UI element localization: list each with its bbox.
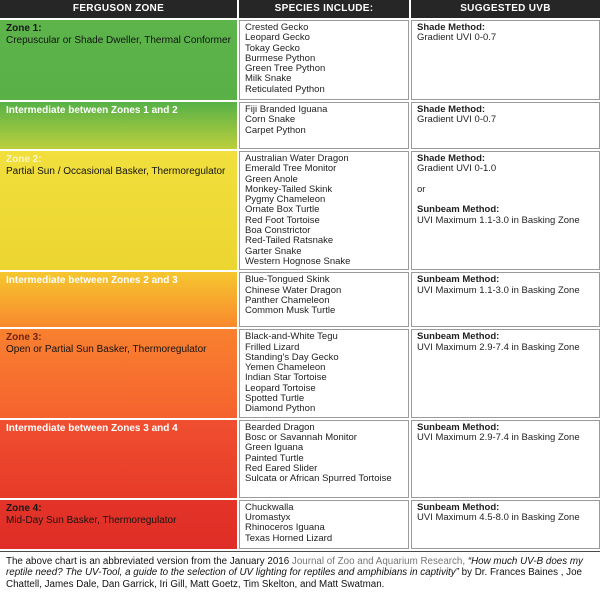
uvb-line: UVI Maximum 2.9-7.4 in Basking Zone — [417, 431, 580, 443]
species-item: Frilled Lizard — [245, 341, 300, 353]
zone-cell — [0, 102, 237, 149]
species-item: Corn Snake — [245, 114, 296, 126]
uvb-cell — [411, 151, 600, 270]
table-row — [0, 420, 600, 498]
zone-cell — [0, 151, 237, 270]
species-item: Chinese Water Dragon — [245, 284, 342, 296]
uvb-cell — [411, 329, 600, 417]
species-list — [239, 329, 409, 417]
species-item: Emerald Tree Monitor — [245, 163, 337, 175]
zone-title: Zone 4: — [6, 502, 42, 514]
species-item: Western Hognose Snake — [245, 255, 351, 267]
species-item: Common Musk Turtle — [245, 305, 336, 317]
species-item: Milk Snake — [245, 73, 292, 85]
species-list — [239, 151, 409, 270]
uvb-cell — [411, 102, 600, 149]
table-row — [0, 272, 600, 327]
species-item: Panther Chameleon — [245, 294, 330, 306]
zone-title: Zone 3: — [6, 332, 42, 344]
species-item: Reticulated Python — [245, 83, 325, 95]
uvb-line: UVI Maximum 2.9-7.4 in Basking Zone — [417, 341, 580, 353]
zone-subtitle: Partial Sun / Occasional Basker, Thermoregulator — [6, 166, 226, 177]
zone-cell — [0, 420, 237, 498]
footer-text-segment: Journal of Zoo and Aquarium Research, — [291, 555, 466, 567]
species-item: Tokay Gecko — [245, 42, 300, 54]
species-item: Crested Gecko — [245, 22, 309, 33]
table-row — [0, 500, 600, 549]
species-item: Chuckwalla — [245, 501, 294, 513]
uvb-line: or — [417, 183, 426, 195]
species-item: Ornate Box Turtle — [245, 204, 320, 216]
table-row — [0, 151, 600, 270]
species-item: Sulcata or African Spurred Tortoise — [245, 473, 392, 485]
uvb-line: Shade Method: — [417, 153, 486, 164]
species-list — [239, 420, 409, 498]
uvb-line: Shade Method: — [417, 22, 486, 33]
zone-title: Intermediate between Zones 1 and 2 — [6, 105, 178, 116]
uvb-line: Gradient UVI 0-0.7 — [417, 32, 497, 44]
species-item: Red-Tailed Ratsnake — [245, 235, 334, 247]
species-item: Leopard Gecko — [245, 32, 310, 44]
uvb-line: UVI Maximum 1.1-3.0 in Basking Zone — [417, 284, 580, 296]
species-item: Uromastyx — [245, 511, 291, 523]
species-item: Bosc or Savannah Monitor — [245, 431, 357, 443]
species-item: Leopard Tortoise — [245, 382, 316, 394]
uvb-line: Gradient UVI 0-1.0 — [417, 163, 497, 175]
uvb-cell — [411, 500, 600, 549]
uvb-line: UVI Maximum 1.1-3.0 in Basking Zone — [417, 214, 580, 226]
species-item: Boa Constrictor — [245, 225, 311, 237]
species-item: Green Anole — [245, 173, 298, 185]
footer-text-segment: by Dr. Frances Baines , Joe Chattell, James Dale, Dan Garrick, Iri Gill, Matt Goetz, Tim Skelton, and Matt Swatman. — [6, 567, 582, 590]
species-item: Pygmy Chameleon — [245, 194, 326, 206]
footer-citation — [0, 551, 600, 596]
species-list — [239, 20, 409, 100]
column-header-ferguson-zone: FERGUSON ZONE — [0, 0, 237, 18]
uvb-line: Shade Method: — [417, 104, 486, 115]
species-item: Diamond Python — [245, 403, 316, 415]
species-item: Spotted Turtle — [245, 393, 305, 405]
table-body — [0, 18, 600, 549]
species-item: Blue-Tongued Skink — [245, 274, 330, 286]
uvb-line: UVI Maximum 4.5-8.0 in Basking Zone — [417, 511, 580, 523]
species-item: Bearded Dragon — [245, 421, 315, 433]
uvb-line: Sunbeam Method: — [417, 501, 500, 513]
species-item: Carpet Python — [245, 124, 306, 136]
uvb-line: Sunbeam Method: — [417, 331, 500, 343]
species-item: Black-and-White Tegu — [245, 331, 338, 343]
zone-title: Intermediate between Zones 2 and 3 — [6, 275, 178, 287]
species-item: Indian Star Tortoise — [245, 372, 327, 384]
uvb-cell — [411, 272, 600, 327]
zone-subtitle: Mid-Day Sun Basker, Thermoregulator — [6, 514, 177, 526]
uvb-cell — [411, 20, 600, 100]
uvb-cell — [411, 420, 600, 498]
species-list — [239, 272, 409, 327]
species-item: Yemen Chameleon — [245, 362, 326, 374]
zone-title: Zone 2: — [6, 154, 42, 165]
uvb-line: Sunbeam Method: — [417, 421, 500, 433]
species-list — [239, 500, 409, 549]
footer-text-segment: The above chart is an abbreviated version from the January 2016 — [6, 555, 292, 567]
species-item: Australian Water Dragon — [245, 153, 349, 164]
species-item: Green Iguana — [245, 442, 304, 454]
species-item: Texas Horned Lizard — [245, 532, 333, 544]
zone-cell — [0, 272, 237, 327]
species-item: Rhinoceros Iguana — [245, 522, 325, 534]
zone-cell — [0, 329, 237, 417]
zone-cell — [0, 20, 237, 100]
species-item: Burmese Python — [245, 52, 316, 64]
zone-title: Intermediate between Zones 3 and 4 — [6, 422, 178, 434]
column-header-suggested-uvb: SUGGESTED UVB — [411, 0, 600, 18]
table-row — [0, 102, 600, 149]
species-item: Standing's Day Gecko — [245, 351, 339, 363]
column-header-species-include: SPECIES INCLUDE: — [239, 0, 409, 18]
table-row — [0, 329, 600, 417]
zone-cell — [0, 500, 237, 549]
uvb-line: Gradient UVI 0-0.7 — [417, 114, 497, 126]
table-row — [0, 20, 600, 100]
zone-title: Zone 1: — [6, 23, 42, 34]
species-item: Painted Turtle — [245, 452, 304, 464]
uvb-line — [417, 175, 594, 185]
table-header — [0, 0, 600, 18]
species-item: Fiji Branded Iguana — [245, 104, 328, 115]
species-list — [239, 102, 409, 149]
species-item: Red Eared Slider — [245, 462, 318, 474]
footer-text-segment: “How much UV-B does my reptile need? The UV-Tool, a guide to the selection of UV lighting for reptiles and amphibians in captivity” — [6, 555, 583, 579]
species-item: Green Tree Python — [245, 63, 326, 75]
species-item: Monkey-Tailed Skink — [245, 183, 333, 195]
species-item: Garter Snake — [245, 245, 302, 257]
uvb-line: Sunbeam Method: — [417, 204, 500, 216]
zone-subtitle: Open or Partial Sun Basker, Thermoregulator — [6, 344, 207, 356]
uvb-line: Sunbeam Method: — [417, 274, 500, 286]
species-item: Red Foot Tortoise — [245, 214, 320, 226]
zone-subtitle: Crepuscular or Shade Dweller, Thermal Conformer — [6, 35, 231, 46]
